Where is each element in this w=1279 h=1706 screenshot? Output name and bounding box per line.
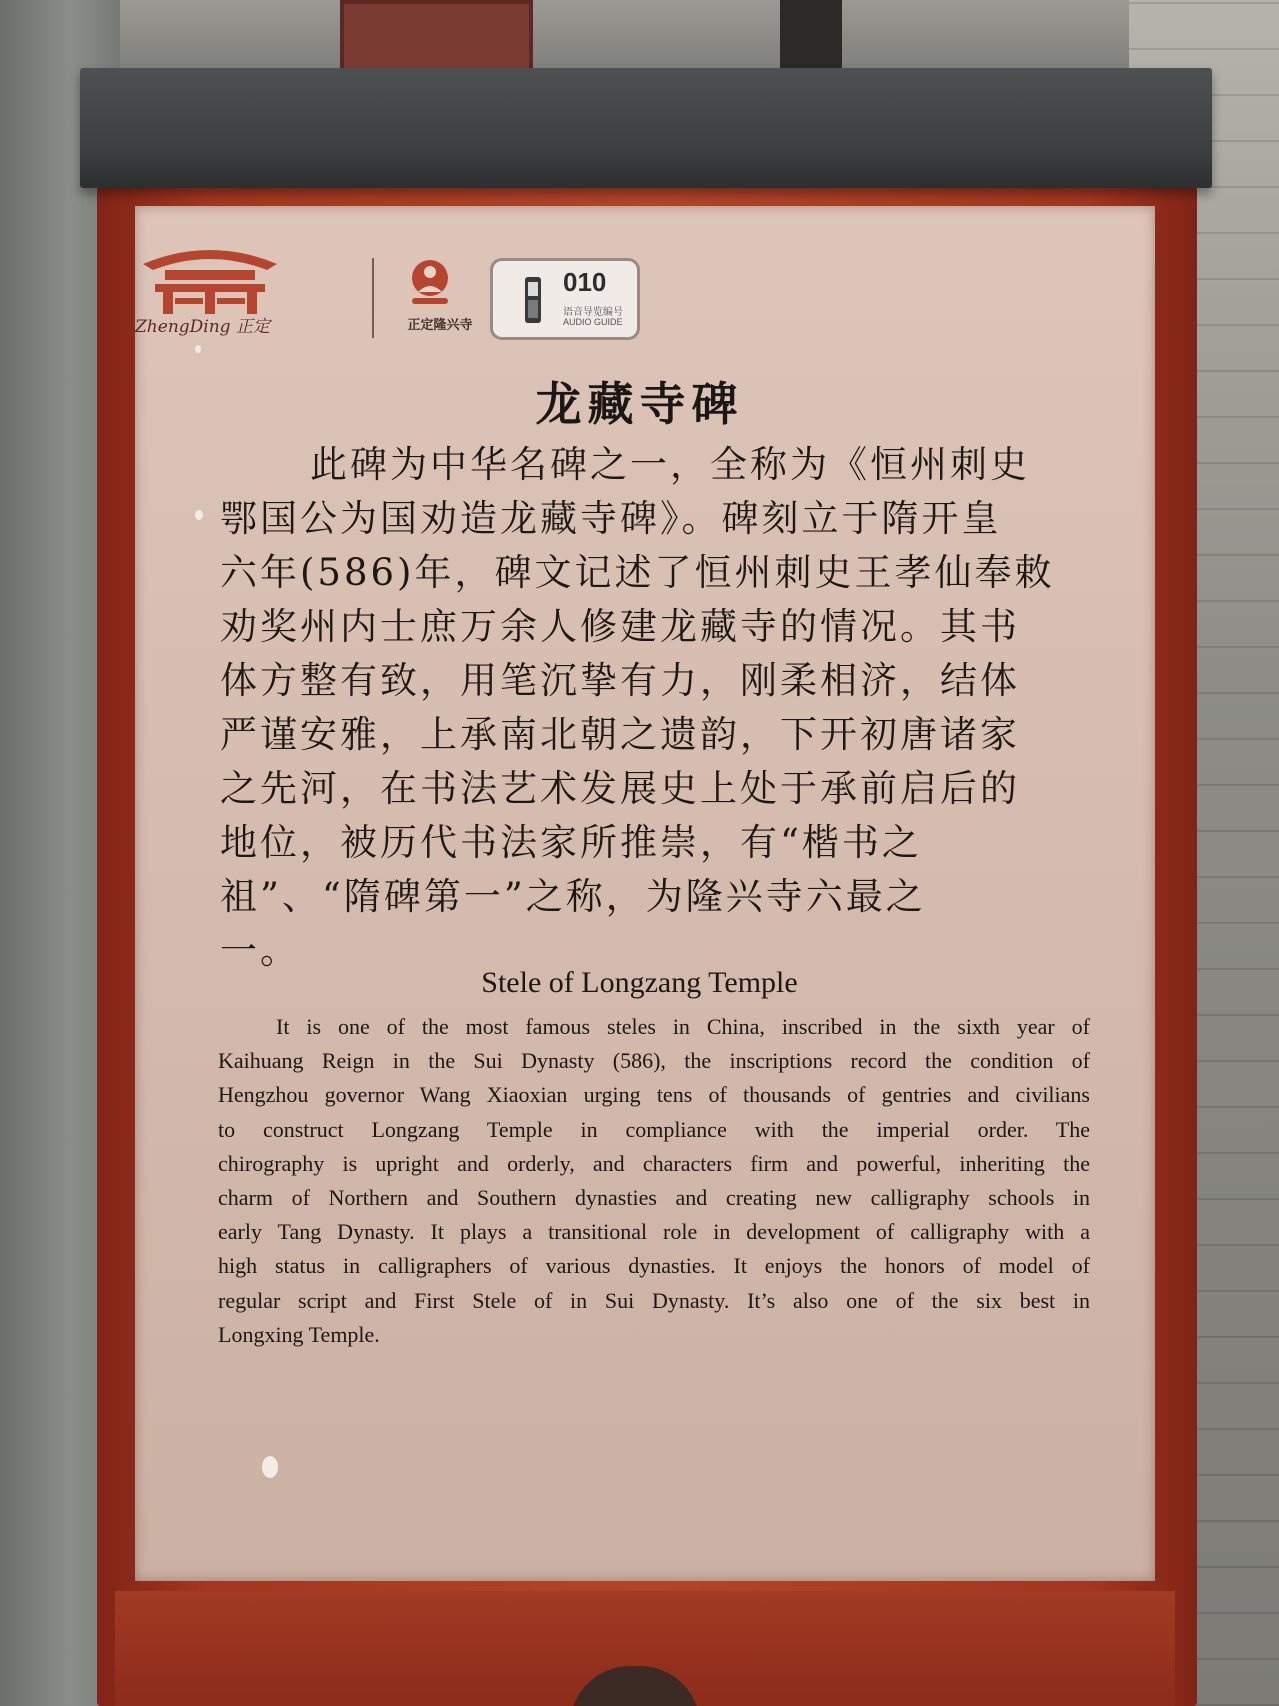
chinese-line: 严谨安雅，上承南北朝之遗韵，下开初唐诸家: [220, 713, 1020, 756]
english-line: high status in calligraphers of various dynasties. It enjoys the honors of model of: [218, 1253, 1090, 1279]
english-title: Stele of Longzang Temple: [481, 966, 798, 999]
paint-chip: [262, 1456, 278, 1478]
audio-guide-label-en: AUDIO GUIDE: [563, 317, 623, 327]
english-line: Kaihuang Reign in the Sui Dynasty (586), the inscriptions record the condition of: [218, 1048, 1090, 1074]
audio-guide-number: 010: [563, 267, 607, 297]
paint-chip: [195, 510, 203, 520]
chinese-line: 一。: [220, 929, 300, 972]
english-line: It is one of the most famous steles in China, inscribed in the sixth year of: [276, 1014, 1090, 1039]
chinese-line: 鄂国公为国劝造龙藏寺碑》。碑刻立于隋开皇: [220, 497, 1002, 540]
chinese-body: [220, 438, 1080, 978]
logo-divider: [372, 258, 374, 338]
english-line: charm of Northern and Southern dynasties and creating new calligraphy schools in: [218, 1185, 1090, 1211]
chinese-line: 体方整有致，用笔沉挚有力，刚柔相济，结体: [220, 659, 1020, 702]
english-line: chirography is upright and orderly, and characters firm and powerful, inheriting the: [218, 1150, 1090, 1176]
english-line: early Tang Dynasty. It plays a transitional role in development of calligraphy with a: [218, 1219, 1090, 1245]
paint-chip: [195, 345, 201, 353]
english-line: to construct Longzang Temple in compliance with the imperial order. The: [218, 1116, 1090, 1142]
audio-guide-badge: [490, 258, 640, 340]
longxing-temple-buddha-icon: [400, 258, 460, 310]
chinese-line: 祖”、“隋碑第一”之称，为隆兴寺六最之: [220, 875, 926, 918]
english-line: Longxing Temple.: [218, 1321, 380, 1347]
audio-guide-label-cn: 语音导览编号: [563, 307, 623, 318]
longxing-logo-text: 正定隆兴寺: [407, 318, 473, 333]
english-line: regular script and First Stele of in Sui Dynasty. It’s also one of the six best in: [218, 1287, 1090, 1313]
chinese-line: 六年(586)年，碑文记述了恒州刺史王孝仙奉敕: [220, 551, 1055, 594]
chinese-line: 地位，被历代书法家所推崇，有“楷书之: [220, 821, 922, 864]
chinese-title: 龙藏寺碑: [535, 377, 744, 431]
audio-guide-phone-icon: [521, 275, 545, 325]
zhengding-logo-text: ZhengDing 正定: [135, 317, 270, 337]
chinese-line: 之先河，在书法艺术发展史上处于承前启后的: [220, 767, 1020, 810]
chinese-line: 劝奖州内士庶万余人修建龙藏寺的情况。其书: [220, 605, 1020, 648]
chinese-line: 此碑为中华名碑之一，全称为《恒州刺史: [310, 443, 1030, 486]
sign-roof-cap: [80, 68, 1212, 188]
english-body: [218, 1010, 1090, 1352]
english-line: Hengzhou governor Wang Xiaoxian urging tens of thousands of gentries and civilians: [218, 1082, 1090, 1108]
